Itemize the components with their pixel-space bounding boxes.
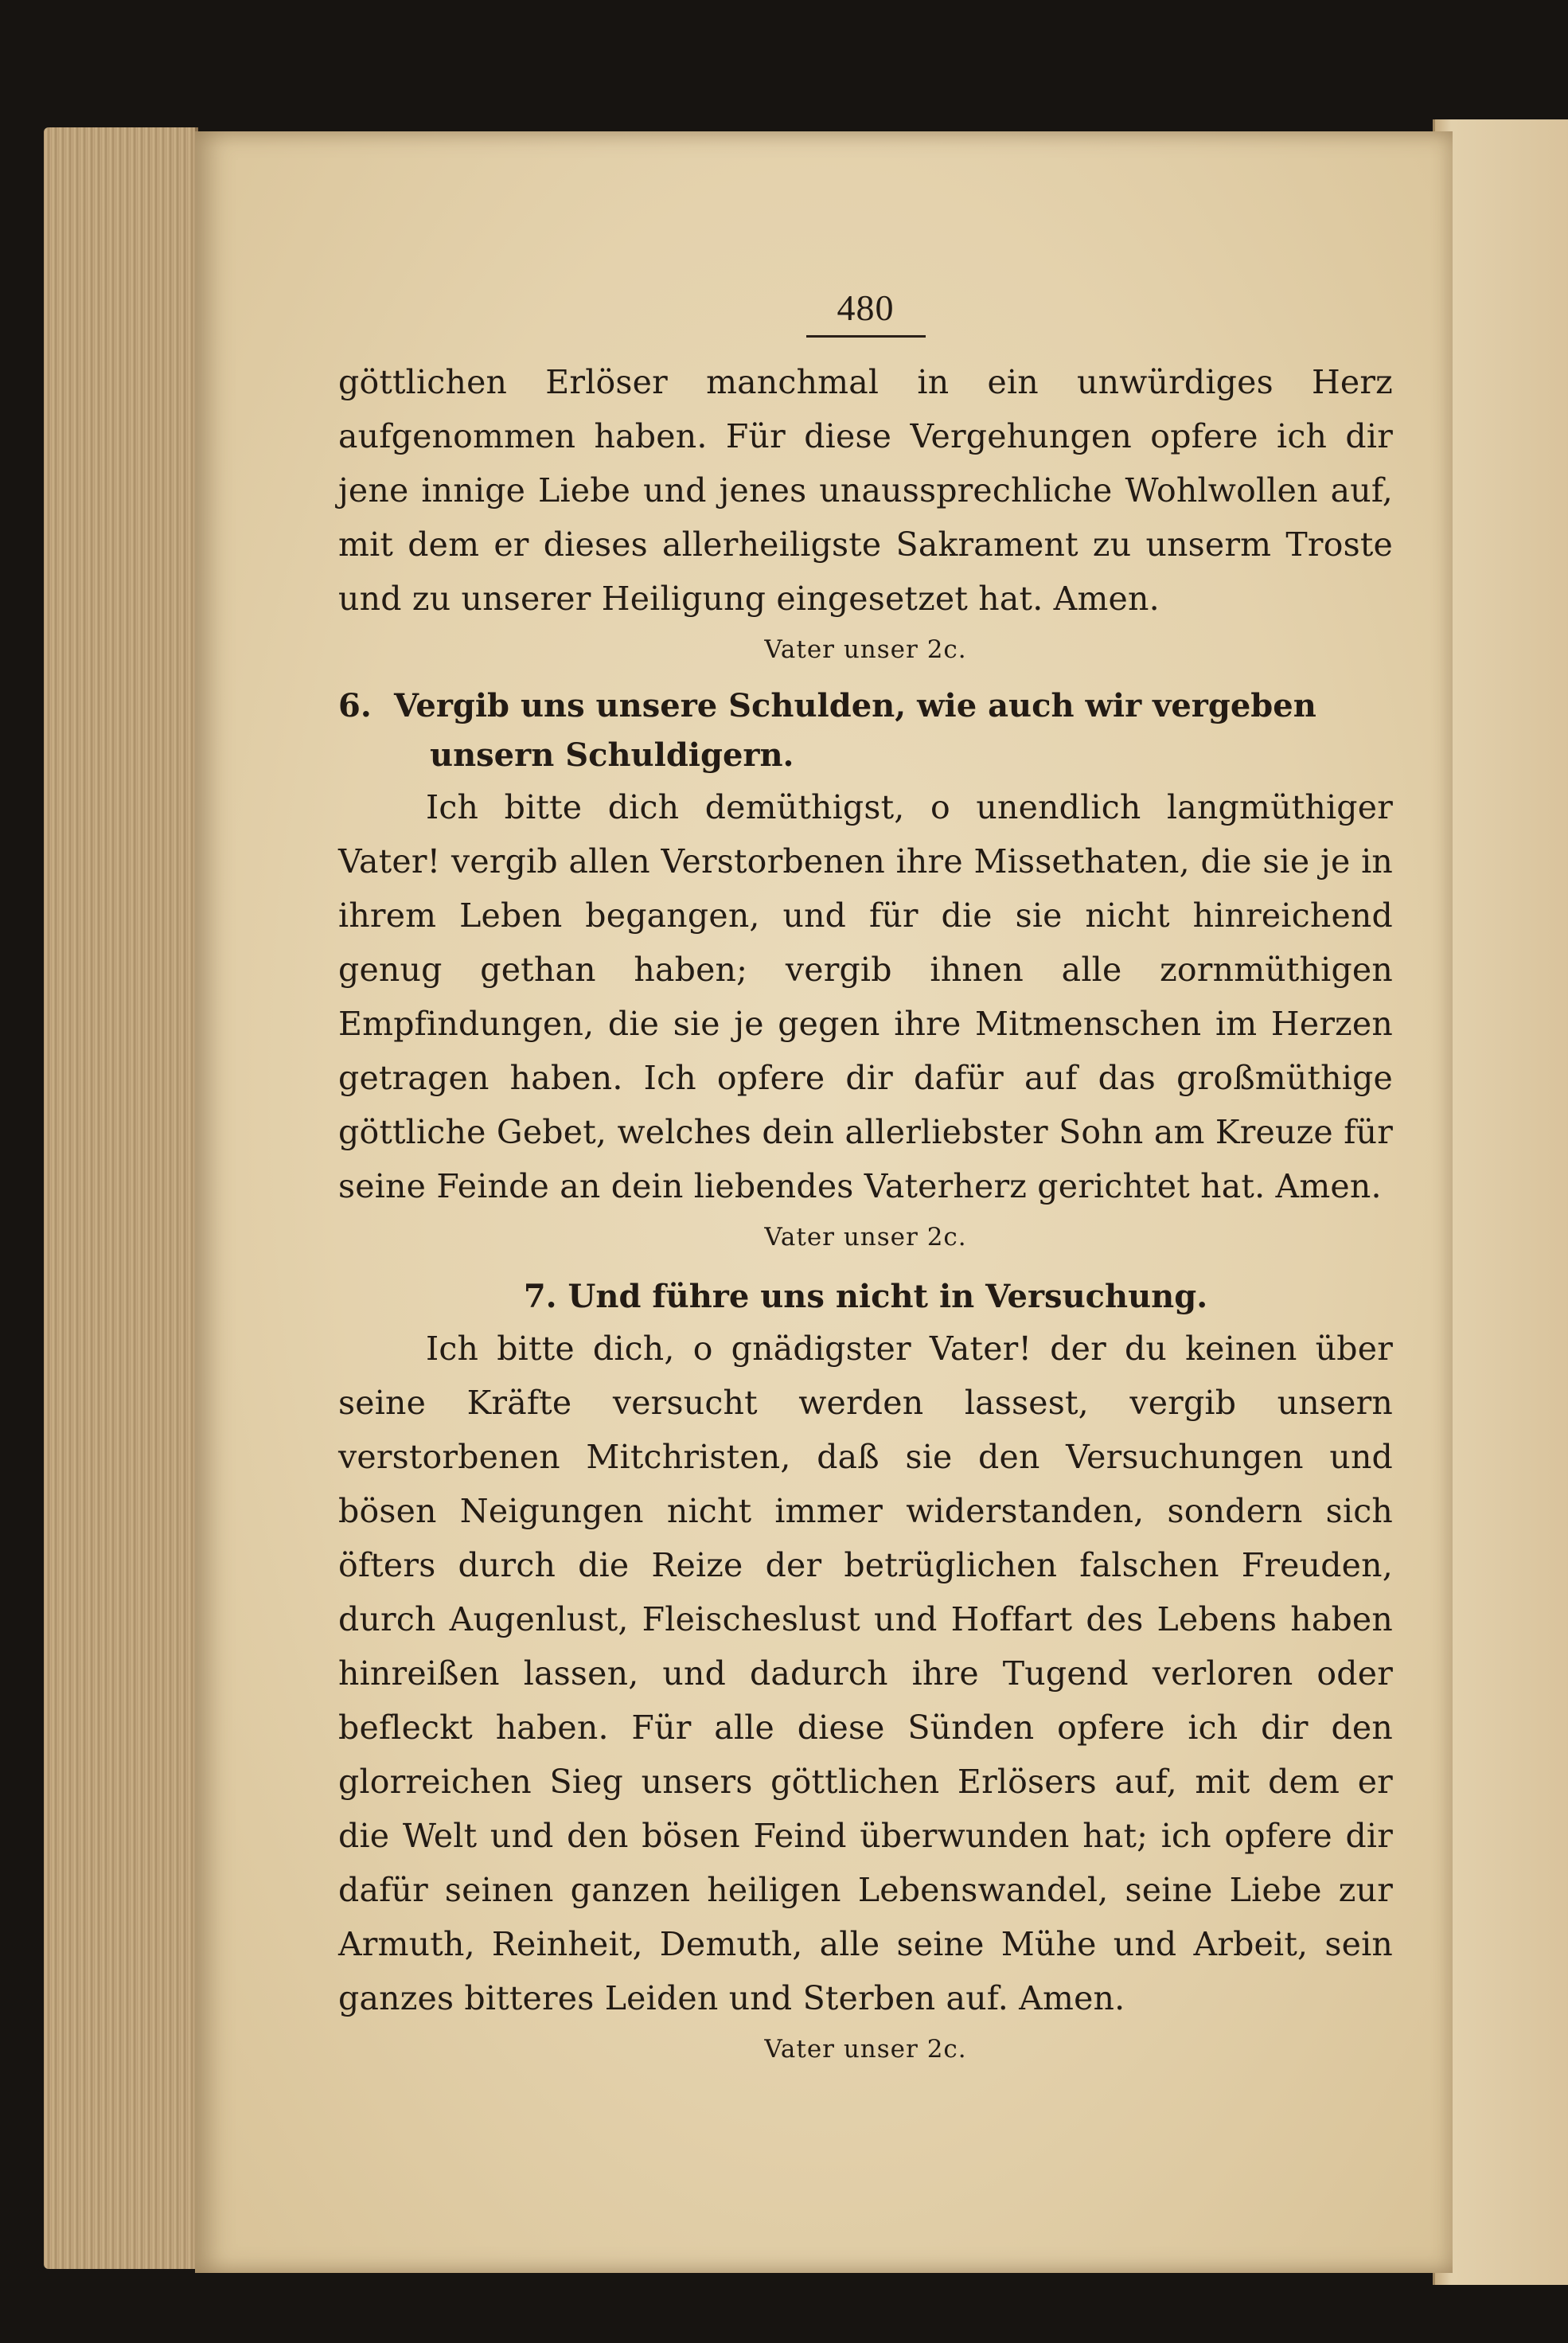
section-7-title: Und führe uns nicht in Versuchung. — [568, 1278, 1208, 1315]
section-6-body: Ich bitte dich demüthigst, o unendlich langmüthiger Vater! vergib allen Verstorbenen ihre Missethaten, die sie je in ihrem Leben begangen, und für die sie nicht hinreichend genug gethan haben; vergib ihnen alle zornmüthigen Empfindungen, die sie je gegen ihre Mitmenschen im Herzen getragen haben. Ich opfere dir dafür auf das großmüthige göttliche Gebet, welches dein allerliebster Sohn am Kreuze für seine Feinde an dein liebendes Vaterherz gerichtet hat. Amen. — [338, 788, 1393, 1205]
section-6-title: Vergib uns unsere Schulden, wie auch wir vergeben unsern Schuldigern. — [394, 687, 1316, 774]
facing-page-edge — [1433, 119, 1568, 2285]
section-6-number: 6. — [338, 687, 372, 724]
section-6-refrain: Vater unser 2c. — [764, 1223, 967, 1252]
section-7-number: 7. — [523, 1278, 557, 1315]
section-7-refrain: Vater unser 2c. — [764, 2035, 967, 2064]
book-page-edges-left — [44, 127, 198, 2269]
page-text-block — [338, 287, 1393, 2073]
opening-paragraph: göttlichen Erlöser manchmal in ein unwürdiges Herz aufgenommen haben. Für diese Vergehungen opfere ich dir jene innige Liebe und jenes unaussprechliche Wohlwollen auf, mit dem er dieses allerheiligste Sakrament zu unserm Troste und zu unserer Heiligung eingesetzet hat. Amen. — [338, 363, 1393, 618]
book-page — [195, 131, 1453, 2273]
page-number: 480 — [806, 287, 926, 338]
section-7-heading — [338, 1272, 1393, 1322]
section-7-body: Ich bitte dich, o gnädigster Vater! der du keinen über seine Kräfte versucht werden lassest, vergib unsern verstorbenen Mitchristen, daß sie den Versuchungen und bösen Neigungen nicht immer widerstanden, sondern sich öfters durch die Reize der betrüglichen falschen Freuden, durch Augenlust, Fleischeslust und Hoffart des Lebens haben hinreißen lassen, und dadurch ihre Tugend verloren oder befleckt haben. Für alle diese Sünden opfere ich dir den glorreichen Sieg unsers göttlichen Erlösers auf, mit dem er die Welt und den bösen Feind überwunden hat; ich opfere dir dafür seinen ganzen heiligen Lebenswandel, seine Liebe zur Armuth, Reinheit, Demuth, alle seine Mühe und Arbeit, sein ganzes bitteres Leiden und Sterben auf. Amen. — [338, 1330, 1393, 2017]
section-6-heading — [338, 681, 1393, 780]
refrain-vater-unser: Vater unser 2c. — [764, 635, 967, 664]
